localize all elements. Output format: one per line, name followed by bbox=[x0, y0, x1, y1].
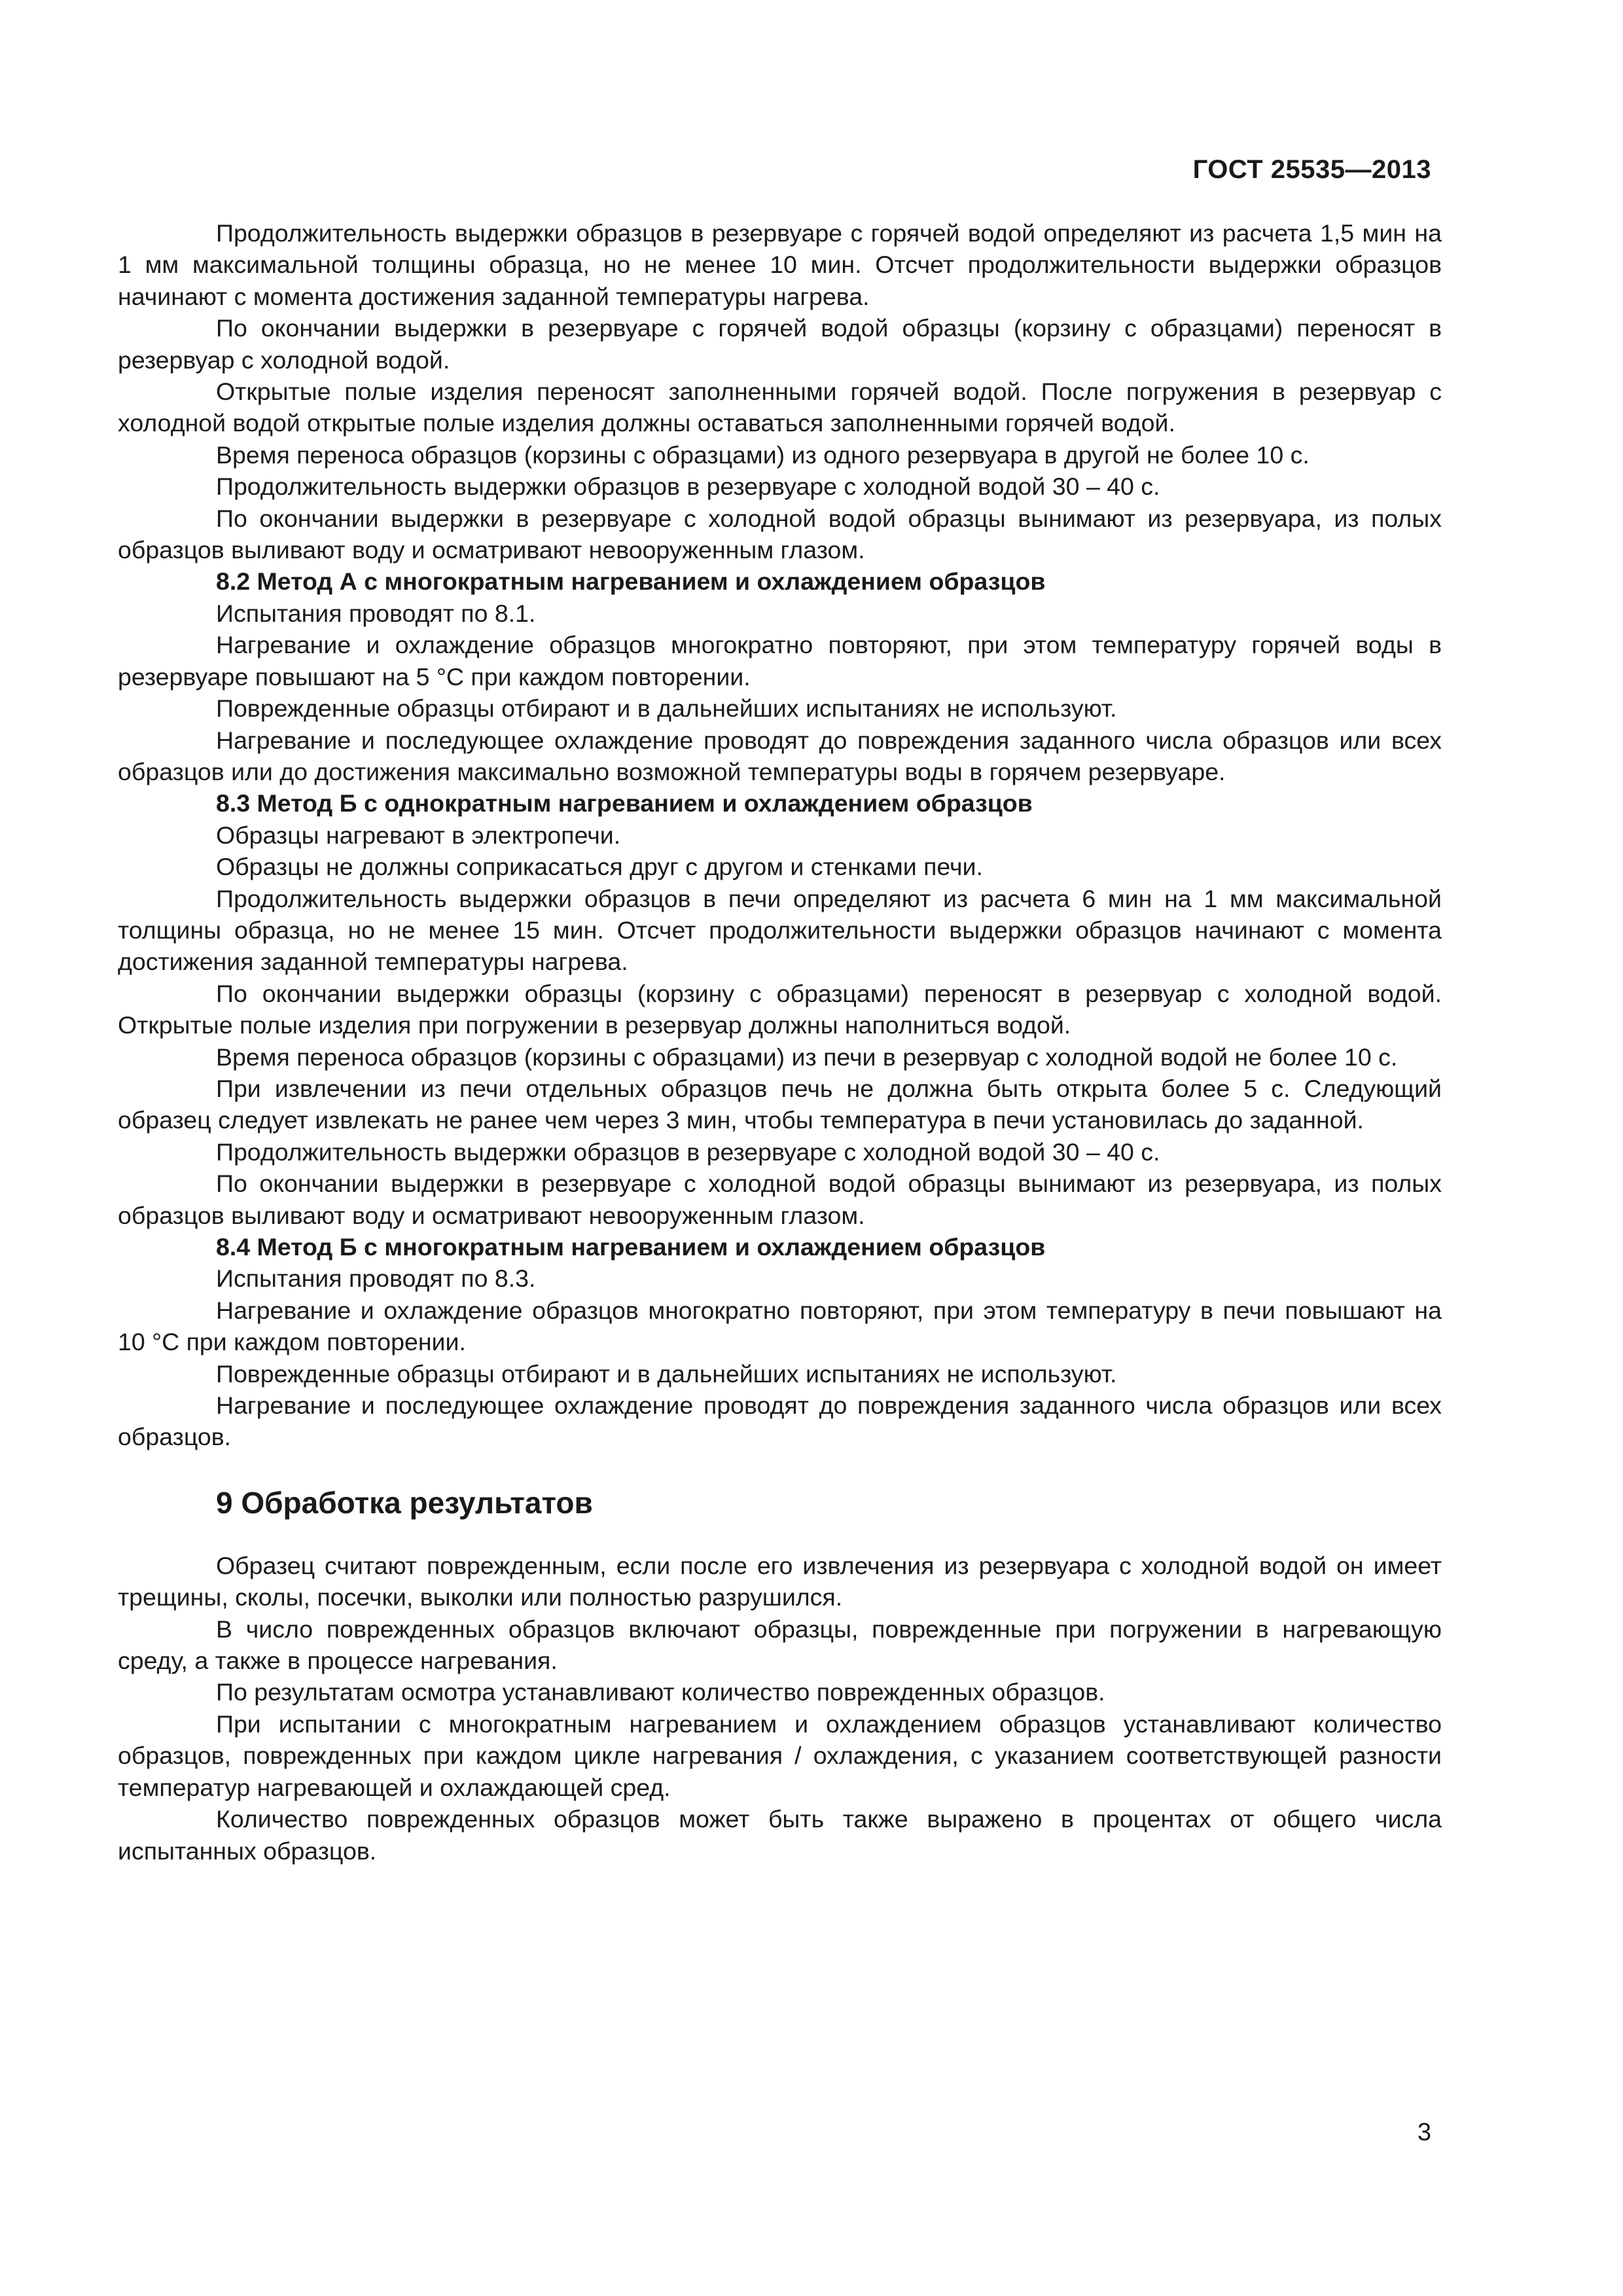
paragraph: Образец считают поврежденным, если после его извлечения из резервуара с холодной водой он имеет трещины, сколы, посечки, выколки или полностью разрушился. bbox=[118, 1551, 1442, 1611]
paragraph: Время переноса образцов (корзины с образцами) из печи в резервуар с холодной водой не более 10 с. bbox=[216, 1043, 1398, 1071]
paragraph: Образцы нагревают в электропечи. bbox=[216, 821, 621, 849]
paragraph: Поврежденные образцы отбирают и в дальнейших испытаниях не используют. bbox=[216, 694, 1117, 723]
paragraph: Нагревание и последующее охлаждение проводят до повреждения заданного числа образцов или всех образцов или до достижения максимально возможной температуры воды в горячем резервуаре. bbox=[118, 726, 1442, 785]
paragraph: Продолжительность выдержки образцов в резервуаре с холодной водой 30 – 40 с. bbox=[216, 1138, 1160, 1166]
paragraph: Открытые полые изделия переносят заполненными горячей водой. После погружения в резервуар с холодной водой открытые полые изделия должны оставаться заполненными горячей водой. bbox=[118, 378, 1442, 437]
chapter-heading: 9 Обработка результатов bbox=[216, 1485, 593, 1520]
paragraph: Испытания проводят по 8.3. bbox=[216, 1265, 536, 1293]
paragraph: Образцы не должны соприкасаться друг с другом и стенками печи. bbox=[216, 853, 983, 881]
paragraph: По результатам осмотра устанавливают количество поврежденных образцов. bbox=[216, 1678, 1105, 1706]
document-header-standard-number: ГОСТ 25535—2013 bbox=[1192, 155, 1431, 184]
paragraph: По окончании выдержки в резервуаре с горячей водой образцы (корзину с образцами) переносят в резервуар с холодной водой. bbox=[118, 314, 1442, 374]
paragraph: Количество поврежденных образцов может быть также выражено в процентах от общего числа испытанных образцов. bbox=[118, 1805, 1442, 1865]
paragraph: По окончании выдержки образцы (корзину с образцами) переносят в резервуар с холодной водой. Открытые полые изделия при погружении в резервуар должны наполниться водой. bbox=[118, 979, 1442, 1039]
paragraph: Продолжительность выдержки образцов в печи определяют из расчета 6 мин на 1 мм максимальной толщины образца, но не менее 15 мин. Отсчет продолжительности выдержки образцов начинают с момента достижения заданной температуры нагрева. bbox=[118, 884, 1442, 976]
section-heading: 8.4 Метод Б с многократным нагреванием и охлаждением образцов bbox=[216, 1233, 1046, 1261]
paragraph: Нагревание и охлаждение образцов многократно повторяют, при этом температуру горячей воды в резервуаре повышают на 5 °С при каждом повторении. bbox=[118, 631, 1442, 691]
page-number: 3 bbox=[1417, 2119, 1431, 2146]
paragraph: Продолжительность выдержки образцов в резервуаре с холодной водой 30 – 40 с. bbox=[216, 473, 1160, 501]
paragraph: Продолжительность выдержки образцов в резервуаре с горячей водой определяют из расчета 1,5 мин на 1 мм максимальной толщины образца, но не менее 10 мин. Отсчет продолжительности выдержки образцов начинают с момента достижения заданной температуры нагрева. bbox=[118, 219, 1442, 310]
paragraph: Время переноса образцов (корзины с образцами) из одного резервуара в другой не более 10 с. bbox=[216, 440, 1310, 469]
paragraph: Нагревание и охлаждение образцов многократно повторяют, при этом температуру в печи повышают на 10 °С при каждом повторении. bbox=[118, 1296, 1442, 1356]
paragraph: Нагревание и последующее охлаждение проводят до повреждения заданного числа образцов или всех образцов. bbox=[118, 1391, 1442, 1451]
document-body bbox=[118, 217, 1442, 1867]
paragraph: По окончании выдержки в резервуаре с холодной водой образцы вынимают из резервуара, из полых образцов выливают воду и осматривают невооруженным глазом. bbox=[118, 1170, 1442, 1229]
paragraph: Поврежденные образцы отбирают и в дальнейших испытаниях не используют. bbox=[216, 1359, 1117, 1388]
paragraph: В число поврежденных образцов включают образцы, поврежденные при погружении в нагревающую среду, а также в процессе нагревания. bbox=[118, 1615, 1442, 1675]
section-heading: 8.2 Метод А с многократным нагреванием и охлаждением образцов bbox=[216, 567, 1046, 596]
paragraph: По окончании выдержки в резервуаре с холодной водой образцы вынимают из резервуара, из полых образцов выливают воду и осматривают невооруженным глазом. bbox=[118, 504, 1442, 564]
paragraph: При испытании с многократным нагреванием и охлаждением образцов устанавливают количество образцов, поврежденных при каждом цикле нагревания / охлаждения, с указанием соответствующей разности температур нагревающей и охлаждающей сред. bbox=[118, 1710, 1442, 1801]
paragraph: Испытания проводят по 8.1. bbox=[216, 599, 536, 627]
paragraph: При извлечении из печи отдельных образцов печь не должна быть открыта более 5 с. Следующий образец следует извлекать не ранее чем через 3 мин, чтобы температура в печи установилась до заданной. bbox=[118, 1074, 1442, 1134]
section-heading: 8.3 Метод Б с однократным нагреванием и охлаждением образцов bbox=[216, 789, 1033, 817]
